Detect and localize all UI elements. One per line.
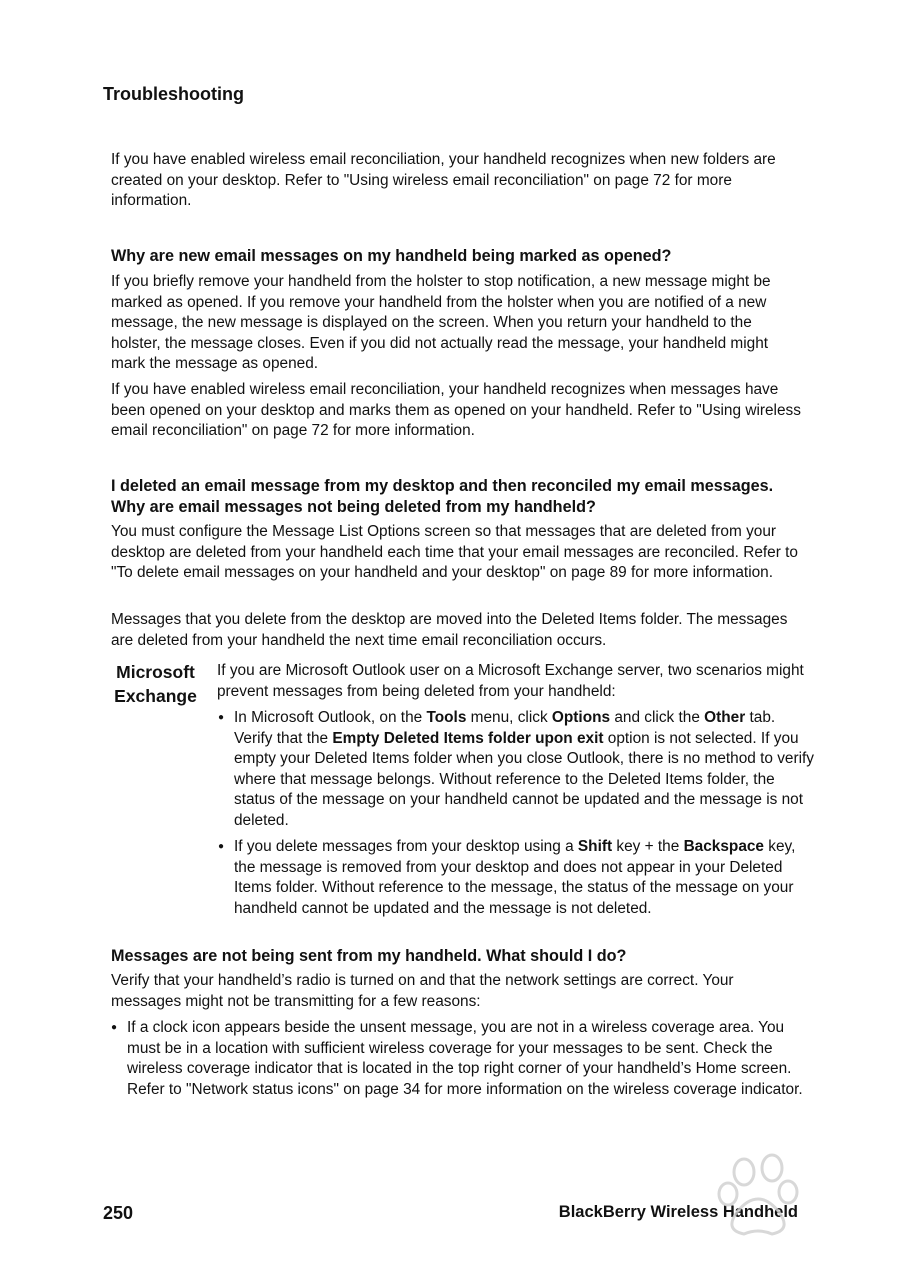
- answer-paragraph: Verify that your handheld’s radio is turned on and that the network settings are correct. Your messages might not be transmitting for a few reasons:: [111, 972, 734, 1010]
- answer-paragraph: Messages that you delete from the desktop are moved into the Deleted Items folder. The messages are deleted from your handheld the next time email reconciliation occurs.: [111, 611, 788, 649]
- sidebar-label-line: Exchange: [114, 686, 197, 706]
- sidebar-label-exchange: [108, 660, 203, 708]
- baidu-watermark: [632, 1150, 862, 1260]
- question-heading-marked-opened: Why are new email messages on my handheld being marked as opened?: [111, 247, 672, 265]
- sidebar-label-line: Microsoft: [116, 662, 195, 682]
- section-title: Troubleshooting: [103, 84, 244, 104]
- question-heading-not-sent: Messages are not being sent from my handheld. What should I do?: [111, 947, 627, 965]
- answer-paragraph: You must configure the Message List Options screen so that messages that are deleted from your desktop are deleted from your handheld each time that your email messages are reconciled. Refer to "To delete email messages on your handheld and your desktop" on page 89 for more information.: [111, 523, 798, 581]
- book-title: BlackBerry Wireless Handheld: [558, 1203, 798, 1221]
- exchange-intro: If you are Microsoft Outlook user on a Microsoft Exchange server, two scenarios might prevent messages from being deleted from your handheld:: [217, 662, 804, 700]
- paw-icon: [632, 1150, 862, 1260]
- intro-paragraph: If you have enabled wireless email reconciliation, your handheld recognizes when new folders are created on your desktop. Refer to "Using wireless email reconciliation" on page 72 for more information.: [111, 151, 776, 209]
- bullet-item-clock-icon: ● If a clock icon appears beside the unsent message, you are not in a wireless coverage area. You must be in a location with sufficient wireless coverage for your messages to be sent. Check the wireless coverage indicator that is located in the top right corner of your handheld’s Home screen. Refer to "Network status icons" on page 34 for more information on the wireless coverage indicator.: [111, 1018, 813, 1100]
- bullet-item-outlook-options: ● In Microsoft Outlook, on the Tools menu, click Options and click the Other tab. Verify that the Empty Deleted Items folder upon exit option is not selected. If you empty your Deleted Items folder when you close Outlook, there is no method to verify where that message belongs. Without reference to the Deleted Items folder, the status of the message on your handheld cannot be updated and the message is not deleted.: [218, 708, 814, 831]
- bullet-item-shift-backspace: ● If you delete messages from your desktop using a Shift key + the Backspace key, the message is removed from your desktop and does not appear in your Deleted Items folder. Without reference to the message, the status of the message on your handheld cannot be updated and the message is not deleted.: [218, 837, 814, 919]
- answer-paragraph: If you briefly remove your handheld from the holster to stop notification, a new message might be marked as opened. If you remove your handheld from the holster when you are notified of a new message, the new message is displayed on the screen. When you return your handheld to the holster, the message closes. Even if you did not actually read the message, your handheld might mark the message as opened.: [111, 273, 771, 372]
- page-number: 250: [103, 1203, 134, 1223]
- answer-paragraph: If you have enabled wireless email reconciliation, your handheld recognizes when messages have been opened on your desktop and marks them as opened on your handheld. Refer to "Using wireless email reconciliation" on page 72 for more information.: [111, 381, 801, 439]
- question-heading-not-deleted: I deleted an email message from my desktop and then reconciled my email messages. Why are email messages not being deleted from my handheld?: [111, 477, 774, 516]
